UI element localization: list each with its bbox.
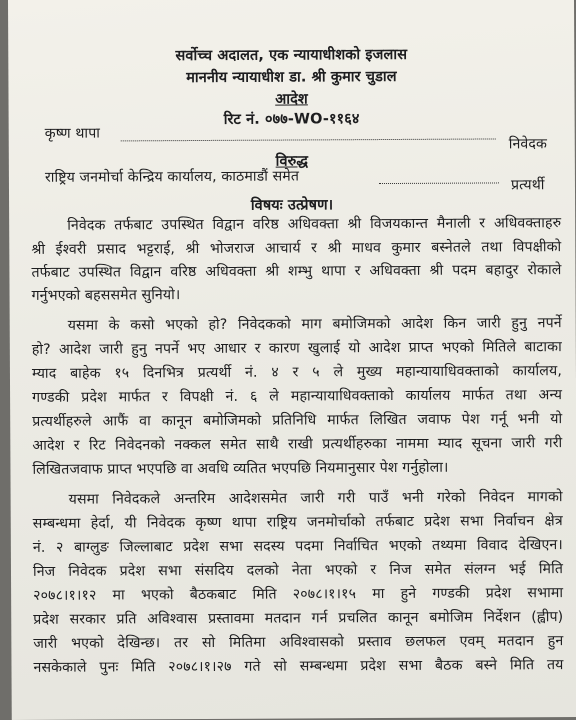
body-line: सम्बन्धमा हेर्दा, यी निवेदक कृष्ण थापा राष्ट्रिय जनमोर्चाको तर्फबाट प्रदेश सभा निर्वाचन क्षेत्र bbox=[32, 513, 563, 532]
body-line: आदेश र रिट निवेदनको नक्कल समेत साथै राखी प्रत्यर्थीहरुका नाममा म्याद सूचना जारी गरी bbox=[32, 435, 563, 454]
body-line: गण्डकी प्रदेश मार्फत र विपक्षी नं. ६ ले महान्यायाधिवक्ताको कार्यालय मार्फत तथा अन्य bbox=[32, 387, 563, 406]
petitioner-role: निवेदक bbox=[508, 136, 548, 153]
respondent-dotted-line bbox=[379, 182, 499, 184]
judge-name: माननीय न्यायाधीश डा. श्री कुमार चुडाल bbox=[186, 68, 397, 87]
body-line: निवेदक तर्फबाट उपस्थित विद्वान वरिष्ठ अधिवक्ता श्री विजयकान्त मैनाली र अधिवक्ताहरु bbox=[67, 215, 562, 234]
body-line: २०७८।१।१२ मा भएको बैठकबाट मिति २०७८।१।१५ मा हुने गण्डकी प्रदेश सभामा bbox=[33, 585, 564, 604]
court-name: सर्वोच्च अदालत, एक न्यायाधीशको इजलास bbox=[175, 46, 408, 65]
body-line: म्याद बाहेक १५ दिनभित्र प्रत्यर्थी नं. ४ र ५ ले मुख्य महान्यायाधिवक्ताको कार्यालय, bbox=[31, 363, 562, 382]
respondent-role: प्रत्यर्थी bbox=[510, 177, 545, 194]
body-line: प्रदेश सरकार प्रति अविश्वास प्रस्तावमा मतदान गर्न प्रचलित कानून बमोजिम निर्देशन (ह्वीप) bbox=[33, 609, 564, 628]
body-line: गर्नुभएको बहससमेत सुनियो। bbox=[31, 287, 181, 304]
respondent-name: राष्ट्रिय जनमोर्चा केन्द्रिय कार्यालय, काठमाडौं समेत bbox=[44, 168, 300, 186]
petitioner-name: कृष्ण थापा bbox=[44, 125, 101, 142]
subject: विषयः उत्प्रेषण। bbox=[250, 197, 334, 214]
body-line: जारी भएको देखिन्छ। तर सो मितिमा अविश्वासको प्रस्ताव छलफल एवम् मतदान हुन bbox=[33, 633, 564, 652]
petitioner-dotted-line bbox=[121, 138, 496, 141]
body-line: हो? आदेश जारी हुनु नपर्ने भए आधार र कारण खुलाई यो आदेश प्राप्त भएको मितिले बाटाका bbox=[31, 339, 562, 358]
body-line: प्रत्यर्थीहरुले आफैं वा कानून बमोजिमको प्रतिनिधि मार्फत लिखित जवाफ पेश गर्नू भनी यो bbox=[32, 411, 563, 430]
body-line: यसमा के कसो भएको हो? निवेदकको माग बमोजिमको आदेश किन जारी हुनु नपर्ने bbox=[67, 315, 562, 334]
body-line: नसकेकाले पुनः मिति २०७८।१।२७ गते सो सम्बन्धमा प्रदेश सभा बैठक बस्ने मिति तय bbox=[33, 657, 564, 676]
body-line: श्री ईश्वरी प्रसाद भट्टराई, श्री भोजराज आचार्य र श्री माधव कुमार बस्नेतले तथा विपक्षीको bbox=[31, 239, 562, 258]
body-line: तर्फबाट उपस्थित विद्वान वरिष्ठ अधिवक्ता श्री शम्भु थापा र अधिवक्ता श्री पदम बहादुर रोकाले bbox=[31, 262, 562, 281]
body-line: यसमा निवेदकले अन्तरिम आदेशसमेत जारी गरी पाउँ भनी गरेको निवेदन मागको bbox=[68, 489, 563, 508]
document-page bbox=[8, 0, 576, 720]
body-line: लिखितजवाफ प्राप्त भएपछि वा अवधि व्यतित भएपछि नियमानुसार पेश गर्नुहोला। bbox=[32, 459, 449, 478]
versus-heading: विरुद्ध bbox=[275, 153, 309, 170]
body-line: नं. २ बाग्लुङ जिल्लाबाट प्रदेश सभा सदस्य पदमा निर्वाचित भएको तथ्यमा विवाद देखिएन। bbox=[32, 537, 563, 556]
body-line: निज निवेदक प्रदेश सभा संसदिय दलको नेता भएको र निज समेत संलग्न भई मिति bbox=[32, 561, 564, 580]
order-title: आदेश bbox=[275, 91, 308, 108]
writ-number: रिट नं. ०७७-WO-११६४ bbox=[223, 111, 360, 128]
